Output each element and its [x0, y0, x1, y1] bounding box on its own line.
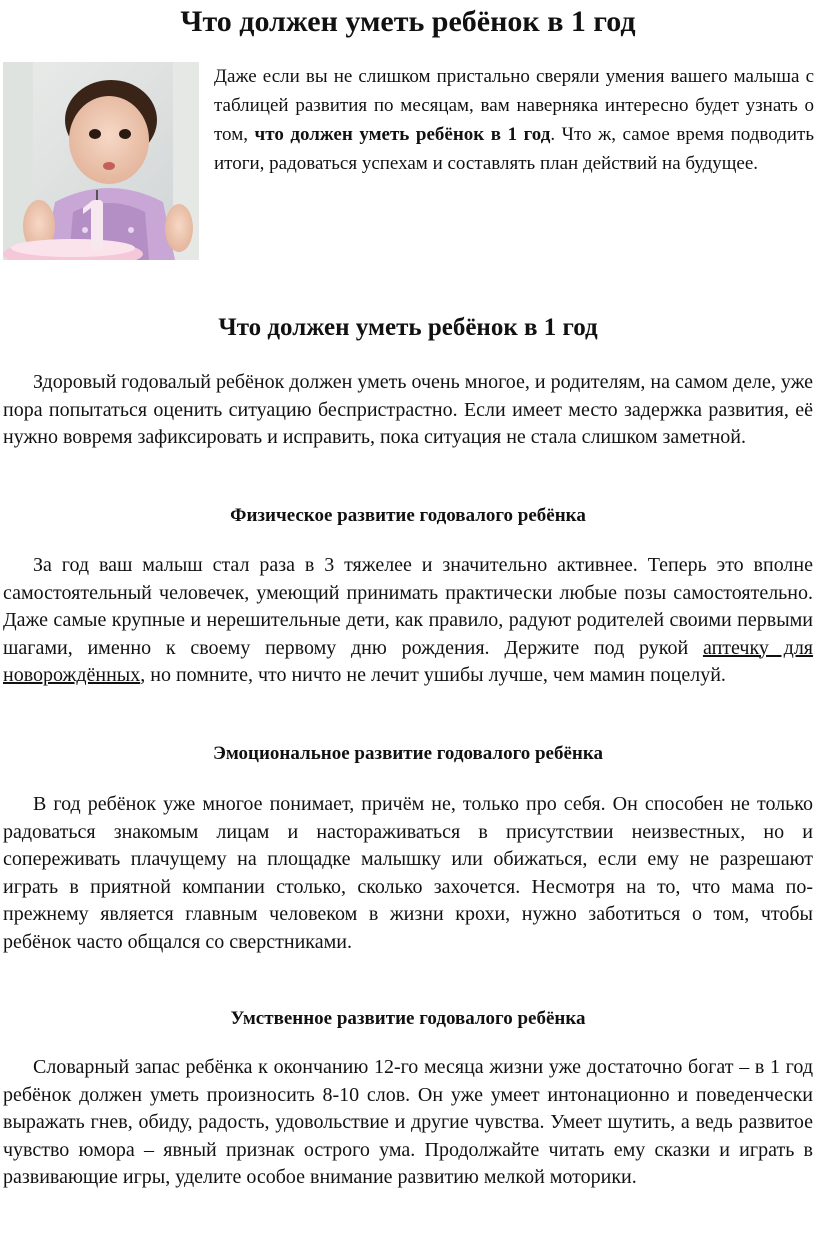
baby-photo [3, 62, 199, 260]
page-title: Что должен уметь ребёнок в 1 год [180, 5, 636, 38]
section-paragraph: Здоровый годовалый ребёнок должен уметь очень многое, и родителям, на самом деле, уже пора попытаться оценить ситуацию беспристрастно. Если имеет место задержка развития, её нужно вовремя зафиксировать и исправить, пока ситуация не стала слишком заметной. [3, 371, 813, 448]
physical-development-heading: Физическое развитие годовалого ребёнка [230, 505, 586, 526]
section-title: Что должен уметь ребёнок в 1 год [218, 314, 598, 341]
physical-development-paragraph [3, 552, 813, 690]
physical-text-before: За год ваш малыш стал раза в 3 тяжелее и значительно активнее. Теперь это вполне самостоятельный человечек, умеющий принимать практически любые позы самостоятельно. Даже самые крупные и нерешительные дети, как правило, радуют родителей своими первыми шагами, именно к своему первому дню рождения. Держите под рукой [3, 554, 813, 659]
intro-bold-phrase: что должен уметь ребёнок в 1 год [254, 124, 551, 145]
first-aid-kit-link[interactable]: аптечку для новорождённых [3, 636, 813, 686]
emotional-development-heading: Эмоциональное развитие годовалого ребёнка [212, 743, 604, 764]
baby-illustration [3, 62, 199, 260]
mental-development-heading: Умственное развитие годовалого ребёнка [230, 1008, 586, 1029]
intro-text-before: Даже если вы не слишком пристально сверяли умения вашего малыша с таблицей развития по месяцам, вам наверняка интересно будет узнать о том, [214, 66, 814, 145]
physical-text-after: , но помните, что ничто не лечит ушибы лучше, чем мамин поцелуй. [140, 664, 726, 686]
mental-development-paragraph: Словарный запас ребёнка к окончанию 12-го месяца жизни уже достаточно богат – в 1 год ребёнок должен уметь произносить 8-10 слов. Он уже умеет интонационно и поведенчески выражать гнев, обиду, радость, удовольствие и другие чувства. Умеет шутить, а ведь развитое чувство юмора – явный признак острого ума. Продолжайте читать ему сказки и играть в развивающие игры, уделите особое внимание развитию мелкой моторики. [3, 1056, 813, 1188]
emotional-development-paragraph: В год ребёнок уже многое понимает, причём не, только про себя. Он способен не только радоваться знакомым лицам и настораживаться в присутствии неизвестных, но и сопереживать плачущему на площадке малышку или обижаться, если ему не разрешают играть в приятной компании столько, сколько захочется. Несмотря на то, что мама по-прежнему является главным человеком в жизни крохи, нужно заботиться о том, чтобы ребёнок часто общался со сверстниками. [3, 793, 813, 953]
intro-text-after: . Что ж, самое время подводить итоги, радоваться успехам и составлять план действий на будущее. [214, 124, 814, 174]
intro-paragraph [214, 62, 814, 178]
